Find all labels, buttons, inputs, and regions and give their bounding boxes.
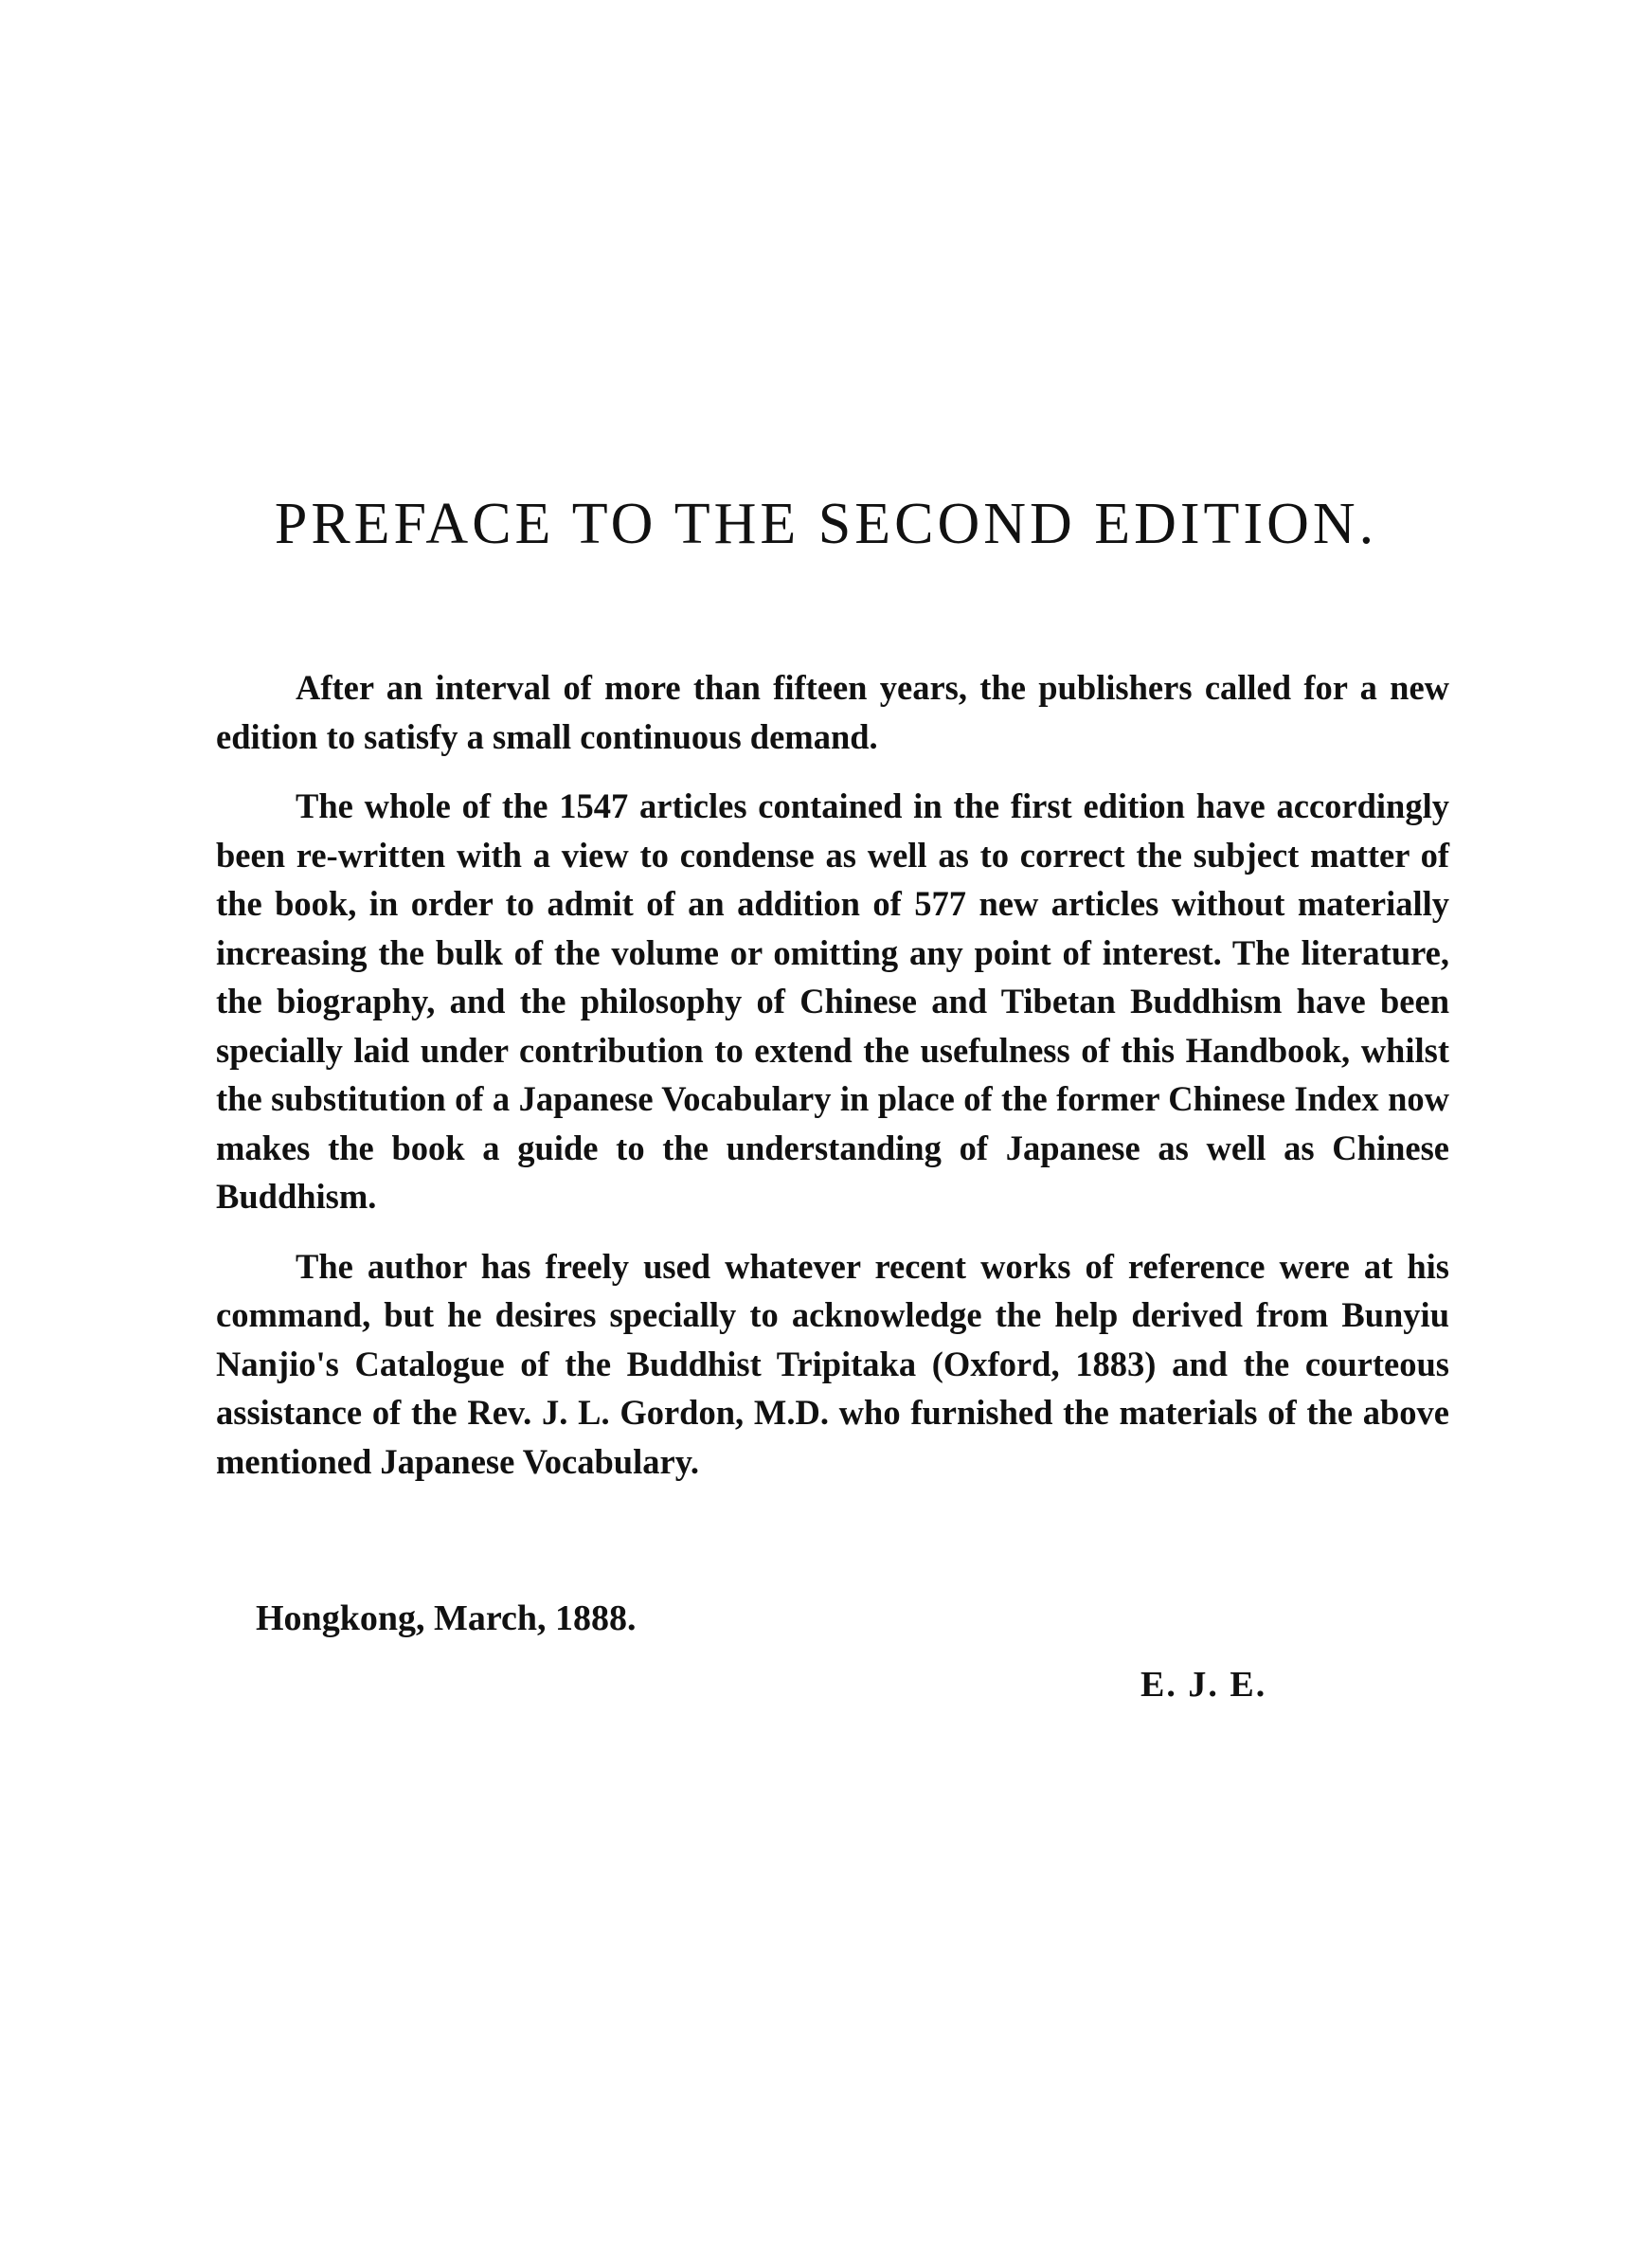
paragraph-2: The whole of the 1547 articles contained in the first edition have accordingly been re-written with a view to condense as well as to correct the subject matter of the book, in order to admit of an addition of 577 new articles without materially increasing the bulk of the volume or omitting any point of interest. The literature, the biography, and the philosophy of Chinese and Tibetan Buddhism have been specially laid under contribution to extend the usefulness of this Handbook, whilst the substitution of a Japanese Vocabulary in place of the former Chinese Index now makes the book a guide to the understanding of Japanese as well as Chinese Buddhism. xyxy=(216,786,1449,1216)
dateline: Hongkong, March, 1888. xyxy=(256,1598,637,1638)
paragraph-1: After an interval of more than fifteen years, the publishers called for a new edition to satisfy a small continuous demand. xyxy=(216,668,1449,756)
paragraph-3: The author has freely used whatever recent works of reference were at his command, but he desires specially to acknowledge the help derived from Bunyiu Nanjio's Catalogue of the Buddhist Tripitaka (Oxford, 1883) and the courteous assistance of the Rev. J. L. Gordon, M.D. who furnished the materials of the above mentioned Japanese Vocabulary. xyxy=(216,1246,1449,1481)
page-title: PREFACE TO THE SECOND EDITION. xyxy=(274,492,1378,556)
author-signature: E. J. E. xyxy=(1140,1665,1267,1705)
preface-body xyxy=(216,663,1449,1507)
